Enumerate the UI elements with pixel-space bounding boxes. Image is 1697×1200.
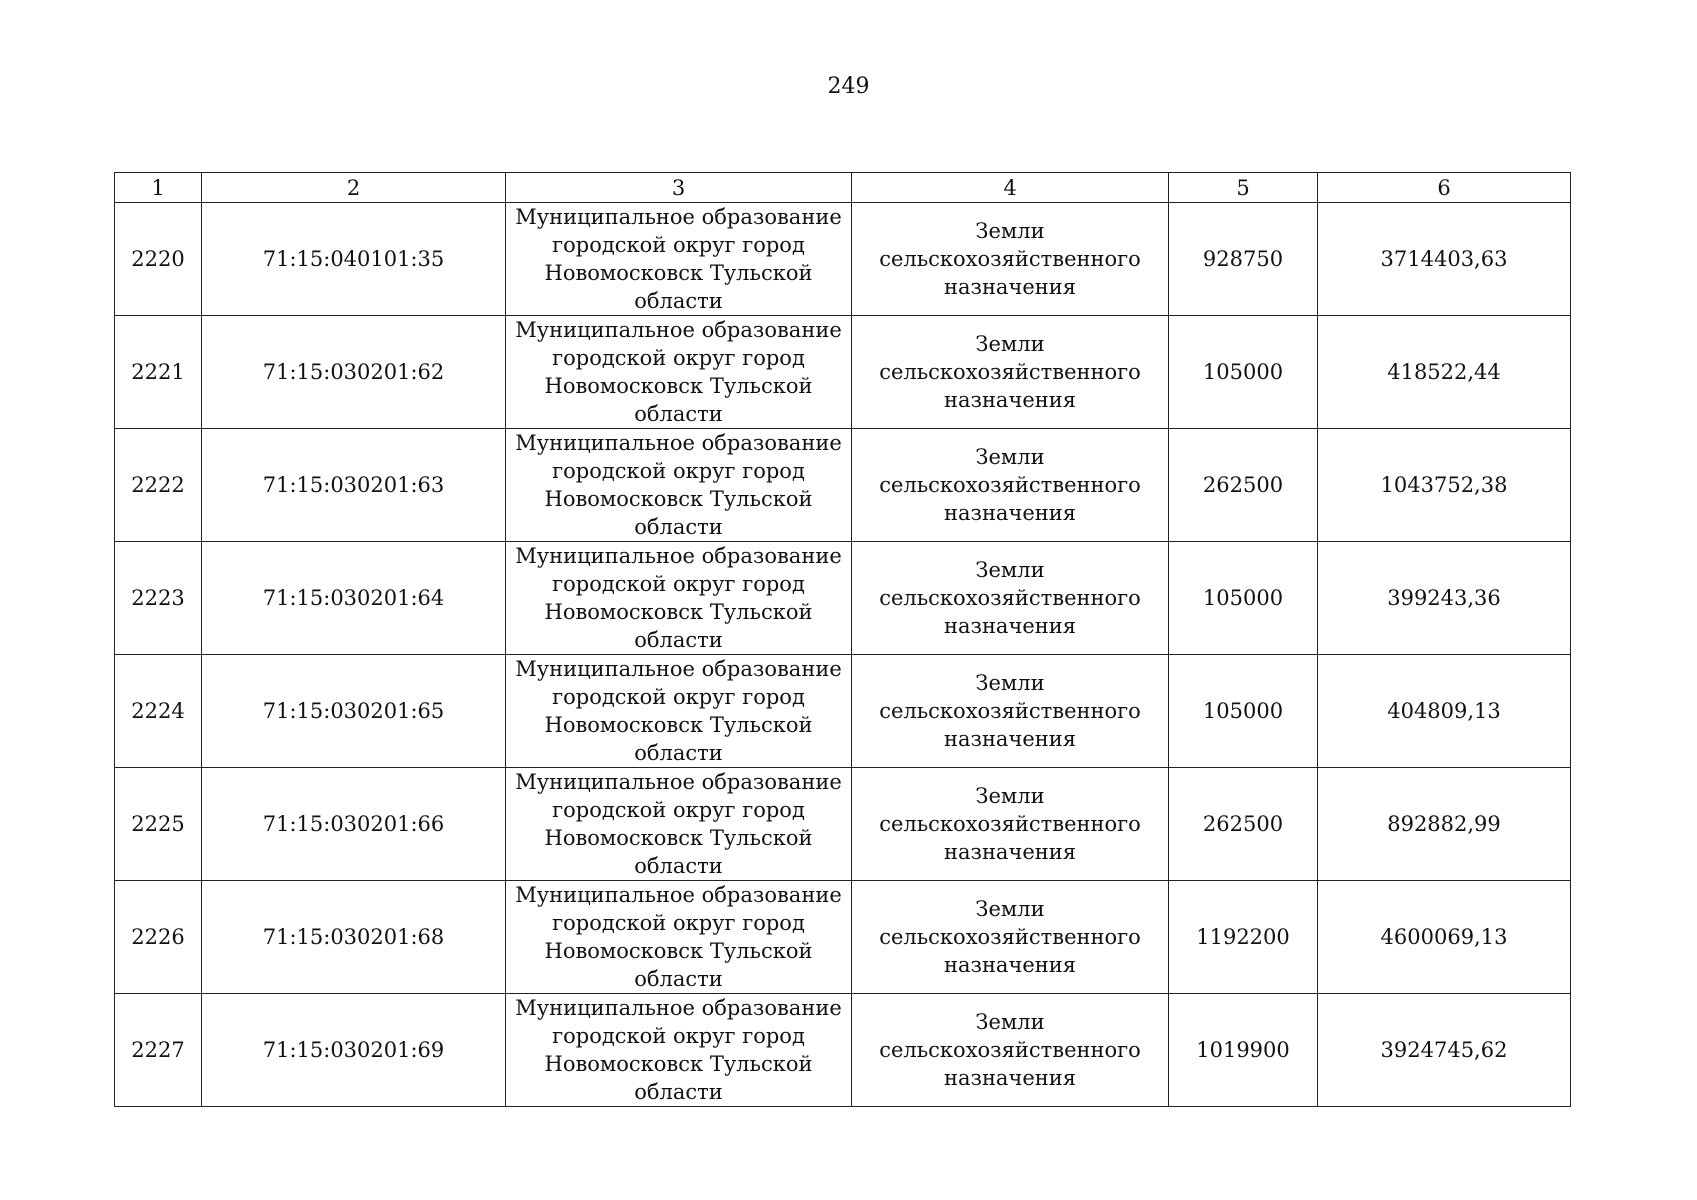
area-cell: 1192200 [1169,881,1318,994]
area-cell: 262500 [1169,429,1318,542]
column-header-3: 3 [506,173,852,203]
cadastral-number: 71:15:030201:66 [202,768,506,881]
owner-cell [506,655,852,768]
cadastral-number: 71:15:030201:63 [202,429,506,542]
category-cell [852,881,1169,994]
value-cell: 418522,44 [1318,316,1571,429]
cadastral-number: 71:15:030201:68 [202,881,506,994]
table-body [115,203,1571,1107]
category-cell [852,994,1169,1107]
area-cell: 1019900 [1169,994,1318,1107]
table-row [115,655,1571,768]
table-row [115,994,1571,1107]
category-cell [852,655,1169,768]
table-row [115,316,1571,429]
column-header-4: 4 [852,173,1169,203]
owner-cell [506,316,852,429]
owner-cell [506,994,852,1107]
category-text: Земли сельскохозяйственного назначения [879,1010,1141,1090]
value-cell: 892882,99 [1318,768,1571,881]
table-row [115,542,1571,655]
owner-text: Муниципальное образование городской округ город Новомосковск Тульской области [515,318,842,426]
table-row [115,881,1571,994]
page-number: 249 [827,74,870,99]
category-text: Земли сельскохозяйственного назначения [879,445,1141,525]
cadastral-number: 71:15:030201:69 [202,994,506,1107]
area-cell: 105000 [1169,542,1318,655]
owner-cell [506,881,852,994]
owner-text: Муниципальное образование городской округ город Новомосковск Тульской области [515,431,842,539]
value-cell: 4600069,13 [1318,881,1571,994]
owner-text: Муниципальное образование городской округ город Новомосковск Тульской области [515,544,842,652]
land-registry-table [114,172,1571,1107]
category-text: Земли сельскохозяйственного назначения [879,332,1141,412]
owner-cell [506,429,852,542]
owner-text: Муниципальное образование городской округ город Новомосковск Тульской области [515,205,842,313]
column-header-1: 1 [115,173,202,203]
cadastral-number: 71:15:030201:64 [202,542,506,655]
value-cell: 404809,13 [1318,655,1571,768]
row-number: 2223 [115,542,202,655]
category-cell [852,768,1169,881]
owner-cell [506,768,852,881]
value-cell: 1043752,38 [1318,429,1571,542]
category-text: Земли сельскохозяйственного назначения [879,219,1141,299]
area-cell: 105000 [1169,316,1318,429]
column-header-6: 6 [1318,173,1571,203]
category-cell [852,316,1169,429]
row-number: 2220 [115,203,202,316]
row-number: 2222 [115,429,202,542]
row-number: 2221 [115,316,202,429]
table-row [115,203,1571,316]
category-cell [852,429,1169,542]
cadastral-number: 71:15:040101:35 [202,203,506,316]
cadastral-number: 71:15:030201:62 [202,316,506,429]
row-number: 2227 [115,994,202,1107]
category-text: Земли сельскохозяйственного назначения [879,897,1141,977]
value-cell: 3924745,62 [1318,994,1571,1107]
category-cell [852,542,1169,655]
category-text: Земли сельскохозяйственного назначения [879,671,1141,751]
table-row [115,429,1571,542]
area-cell: 262500 [1169,768,1318,881]
column-header-5: 5 [1169,173,1318,203]
category-cell [852,203,1169,316]
value-cell: 399243,36 [1318,542,1571,655]
owner-cell [506,203,852,316]
row-number: 2225 [115,768,202,881]
category-text: Земли сельскохозяйственного назначения [879,784,1141,864]
owner-cell [506,542,852,655]
value-cell: 3714403,63 [1318,203,1571,316]
owner-text: Муниципальное образование городской округ город Новомосковск Тульской области [515,770,842,878]
owner-text: Муниципальное образование городской округ город Новомосковск Тульской области [515,883,842,991]
column-header-2: 2 [202,173,506,203]
owner-text: Муниципальное образование городской округ город Новомосковск Тульской области [515,657,842,765]
table-header [115,173,1571,203]
owner-text: Муниципальное образование городской округ город Новомосковск Тульской области [515,996,842,1104]
table-row [115,768,1571,881]
cadastral-number: 71:15:030201:65 [202,655,506,768]
area-cell: 105000 [1169,655,1318,768]
header-row [115,173,1571,203]
row-number: 2224 [115,655,202,768]
category-text: Земли сельскохозяйственного назначения [879,558,1141,638]
area-cell: 928750 [1169,203,1318,316]
row-number: 2226 [115,881,202,994]
